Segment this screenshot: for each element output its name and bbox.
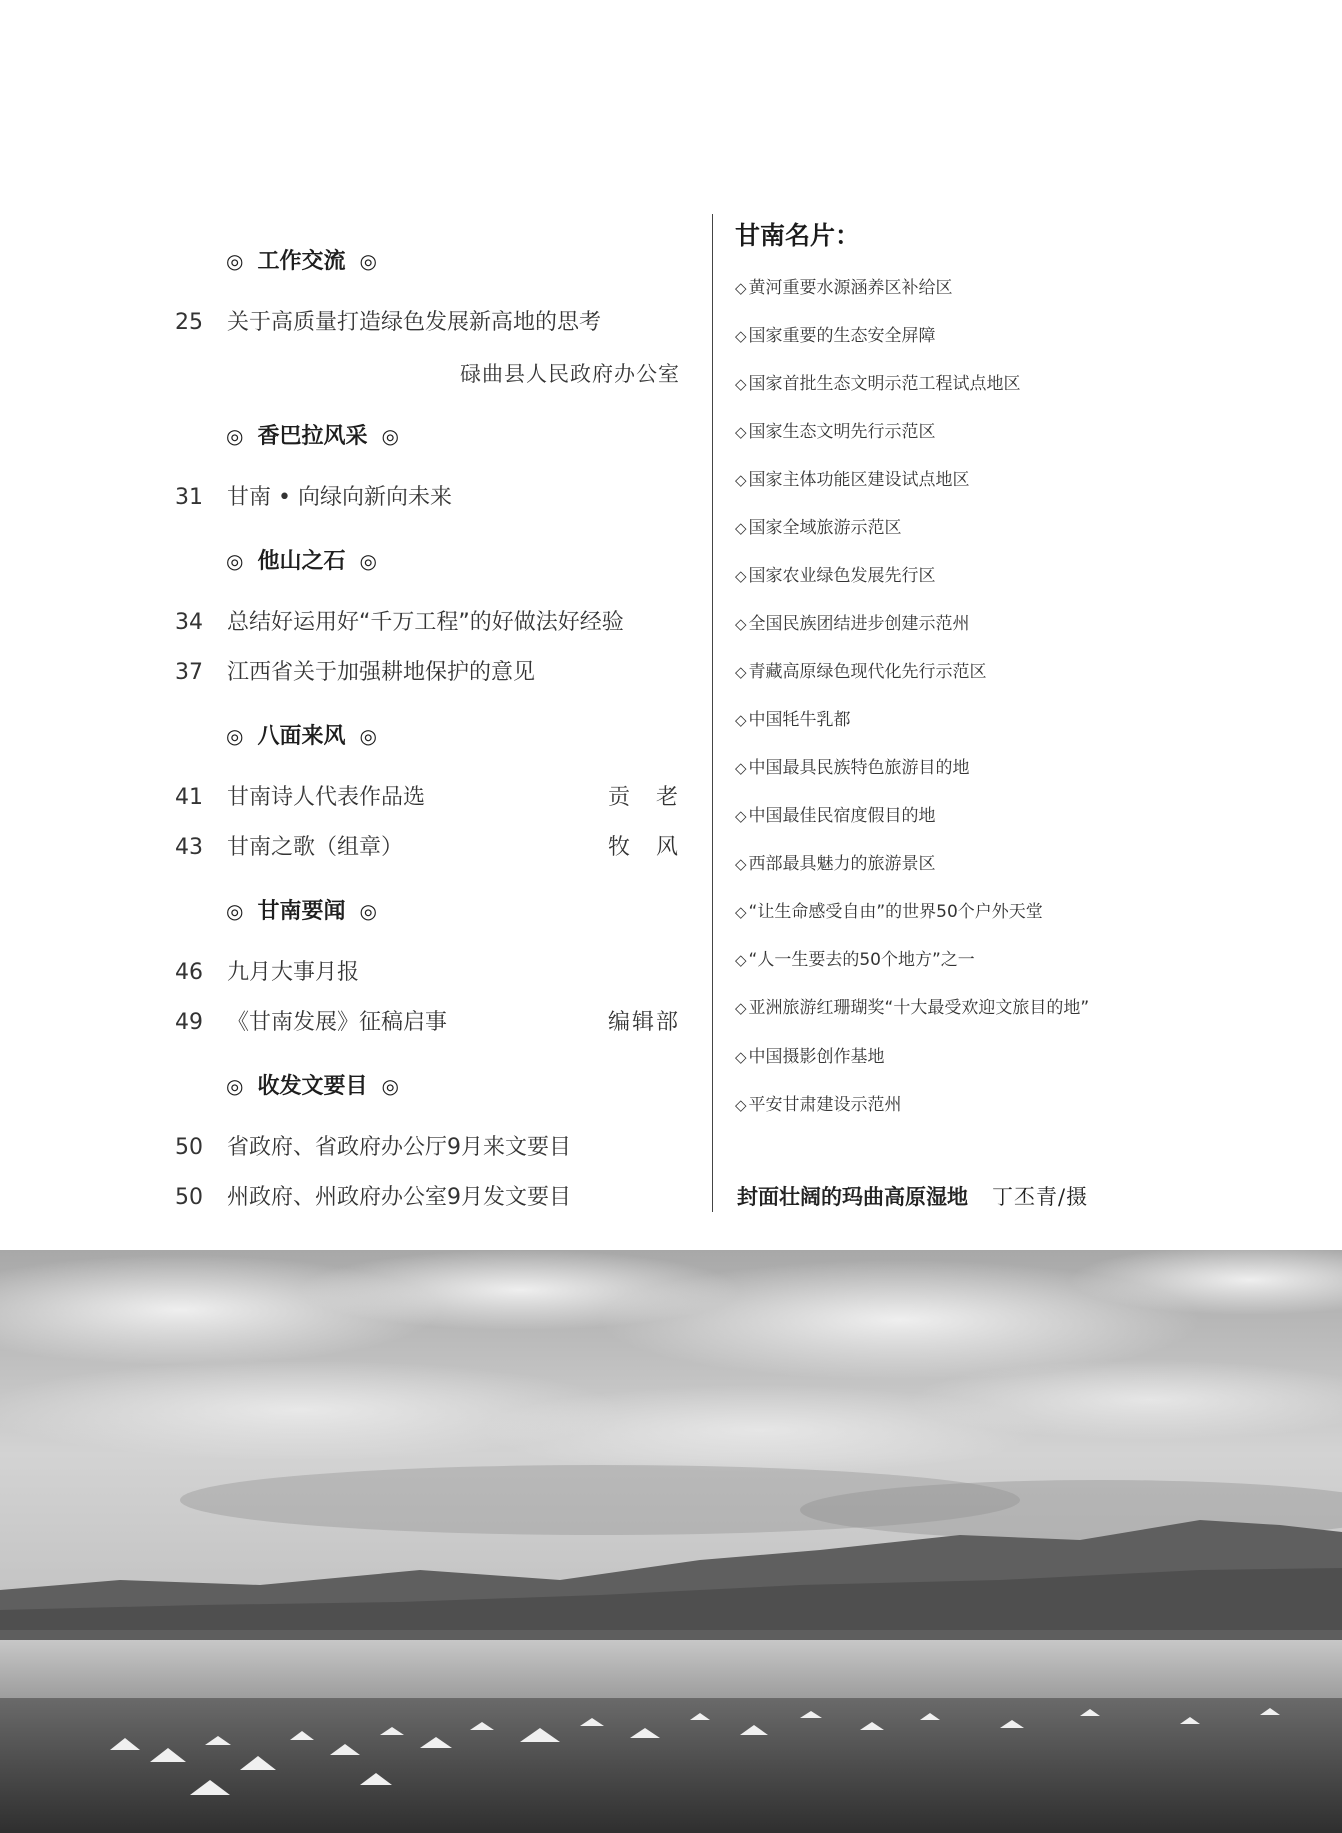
diamond-bullet-icon: ◇ [735, 279, 747, 297]
section-heading [226, 418, 399, 454]
toc-entry[interactable] [0, 830, 690, 866]
name-card-item [735, 609, 970, 639]
article-title: 甘南 • 向绿向新向未来 [227, 485, 452, 510]
name-card-item [735, 561, 936, 591]
section-heading [226, 243, 377, 279]
name-card-item [735, 1090, 902, 1120]
page-number: 49 [175, 1010, 203, 1035]
name-card-item-text: 青藏高原绿色现代化先行示范区 [748, 662, 987, 682]
section-heading [226, 718, 377, 754]
page-number: 37 [175, 660, 203, 685]
section-mark: ◎ [359, 549, 377, 573]
diamond-bullet-icon: ◇ [735, 807, 747, 825]
name-card-item-text: 黄河重要水源涵养区补给区 [748, 278, 953, 298]
section-mark: ◎ [226, 724, 244, 748]
name-card-item [735, 705, 851, 735]
cover-caption [737, 1180, 1088, 1214]
name-card-item-text: 国家首批生态文明示范工程试点地区 [748, 374, 1021, 394]
name-card-item-text: 国家主体功能区建设试点地区 [748, 470, 970, 490]
name-card-item-text: 平安甘肃建设示范州 [748, 1095, 902, 1115]
name-card-item [735, 513, 902, 543]
article-title: 甘南诗人代表作品选 [227, 785, 426, 810]
column-divider [712, 214, 713, 1212]
section-title: 八面来风 [257, 723, 346, 749]
toc-entry[interactable] [0, 1130, 690, 1166]
page-number: 25 [175, 310, 203, 335]
article-author: 贡 老 [607, 785, 680, 810]
name-card-item [735, 1042, 885, 1072]
toc-entry[interactable] [0, 780, 690, 816]
toc-entry[interactable] [0, 480, 690, 516]
section-mark: ◎ [226, 899, 244, 923]
page-number: 31 [175, 485, 203, 510]
diamond-bullet-icon: ◇ [735, 567, 747, 585]
name-card-item [735, 273, 953, 303]
name-card-item-text: 中国摄影创作基地 [748, 1047, 885, 1067]
name-card-item [735, 321, 936, 351]
diamond-bullet-icon: ◇ [735, 375, 747, 393]
diamond-bullet-icon: ◇ [735, 663, 747, 681]
name-card-item [735, 945, 975, 975]
clouds [0, 1250, 1342, 1540]
diamond-bullet-icon: ◇ [735, 759, 747, 777]
article-title: 九月大事月报 [227, 960, 360, 985]
diamond-bullet-icon: ◇ [735, 903, 747, 921]
name-card-item [735, 417, 936, 447]
section-heading [226, 893, 377, 929]
section-mark: ◎ [359, 249, 377, 273]
section-title: 香巴拉风采 [257, 423, 368, 449]
name-card-item-text: “让生命感受自由”的世界50个户外天堂 [748, 902, 1043, 922]
lake [0, 1640, 1342, 1700]
section-mark: ◎ [226, 1074, 244, 1098]
page-number: 43 [175, 835, 203, 860]
toc-entry[interactable] [0, 1005, 690, 1041]
page-number: 50 [175, 1185, 203, 1210]
name-card-item [735, 369, 1021, 399]
page-number: 46 [175, 960, 203, 985]
name-card-item [735, 993, 1089, 1023]
toc-entry[interactable] [0, 655, 690, 691]
section-mark: ◎ [359, 724, 377, 748]
name-card-item [735, 465, 970, 495]
name-card-item-text: 国家农业绿色发展先行区 [748, 566, 936, 586]
name-card-item-text: 国家重要的生态安全屏障 [748, 326, 936, 346]
grassland [0, 1698, 1342, 1833]
cover-landscape-photo [0, 1250, 1342, 1833]
section-mark: ◎ [359, 899, 377, 923]
toc-entry[interactable] [0, 305, 690, 341]
diamond-bullet-icon: ◇ [735, 519, 747, 537]
diamond-bullet-icon: ◇ [735, 951, 747, 969]
article-title: 甘南之歌（组章） [227, 835, 404, 860]
landscape-illustration [0, 1250, 1342, 1833]
name-card-item-text: 国家全域旅游示范区 [748, 518, 902, 538]
name-card-item-text: “人一生要去的50个地方”之一 [748, 950, 975, 970]
toc-entry[interactable] [0, 605, 690, 641]
section-heading [226, 543, 377, 579]
name-card-item [735, 657, 987, 687]
name-card-item-text: 亚洲旅游红珊瑚奖“十大最受欢迎文旅目的地” [748, 998, 1090, 1018]
page-number: 50 [175, 1135, 203, 1160]
diamond-bullet-icon: ◇ [735, 999, 747, 1017]
article-author-org: 碌曲县人民政府办公室 [460, 362, 680, 386]
name-card-item [735, 753, 970, 783]
diamond-bullet-icon: ◇ [735, 1096, 747, 1114]
name-card-item-text: 西部最具魅力的旅游景区 [748, 854, 936, 874]
section-mark: ◎ [226, 549, 244, 573]
diamond-bullet-icon: ◇ [735, 711, 747, 729]
name-card-title: 甘南名片： [735, 221, 861, 250]
section-mark: ◎ [226, 249, 244, 273]
article-title: 州政府、州政府办公室9月发文要目 [227, 1185, 571, 1210]
section-mark: ◎ [381, 1074, 399, 1098]
section-mark: ◎ [226, 424, 244, 448]
name-card-item [735, 801, 936, 831]
section-mark: ◎ [381, 424, 399, 448]
toc-entry[interactable] [0, 955, 690, 991]
diamond-bullet-icon: ◇ [735, 327, 747, 345]
diamond-bullet-icon: ◇ [735, 423, 747, 441]
cover-caption-text: 封面壮阔的玛曲高原湿地 [737, 1184, 968, 1209]
article-title: 《甘南发展》征稿启事 [227, 1010, 448, 1035]
section-title: 收发文要目 [257, 1073, 368, 1099]
article-title: 省政府、省政府办公厅9月来文要目 [227, 1135, 571, 1160]
section-title: 他山之石 [257, 548, 346, 574]
name-card-item [735, 897, 1043, 927]
name-card-item-text: 全国民族团结进步创建示范州 [748, 614, 970, 634]
page-number: 34 [175, 610, 203, 635]
article-title: 总结好运用好“千万工程”的好做法好经验 [227, 610, 624, 635]
article-title: 江西省关于加强耕地保护的意见 [227, 660, 536, 685]
diamond-bullet-icon: ◇ [735, 615, 747, 633]
name-card-item-text: 中国牦牛乳都 [748, 710, 851, 730]
name-card-item-text: 国家生态文明先行示范区 [748, 422, 936, 442]
diamond-bullet-icon: ◇ [735, 1048, 747, 1066]
article-title: 关于高质量打造绿色发展新高地的思考 [227, 310, 602, 335]
page-number: 41 [175, 785, 203, 810]
article-author: 编辑部 [607, 1010, 680, 1035]
diamond-bullet-icon: ◇ [735, 471, 747, 489]
name-card-item [735, 849, 936, 879]
section-title: 甘南要闻 [257, 898, 346, 924]
toc-entry[interactable] [0, 1180, 690, 1216]
name-card-item-text: 中国最具民族特色旅游目的地 [748, 758, 970, 778]
section-title: 工作交流 [257, 248, 346, 274]
section-heading [226, 1068, 399, 1104]
diamond-bullet-icon: ◇ [735, 855, 747, 873]
name-card-item-text: 中国最佳民宿度假目的地 [748, 806, 936, 826]
article-author: 牧 风 [607, 835, 680, 860]
photo-credit: 丁丕青/摄 [992, 1185, 1089, 1209]
